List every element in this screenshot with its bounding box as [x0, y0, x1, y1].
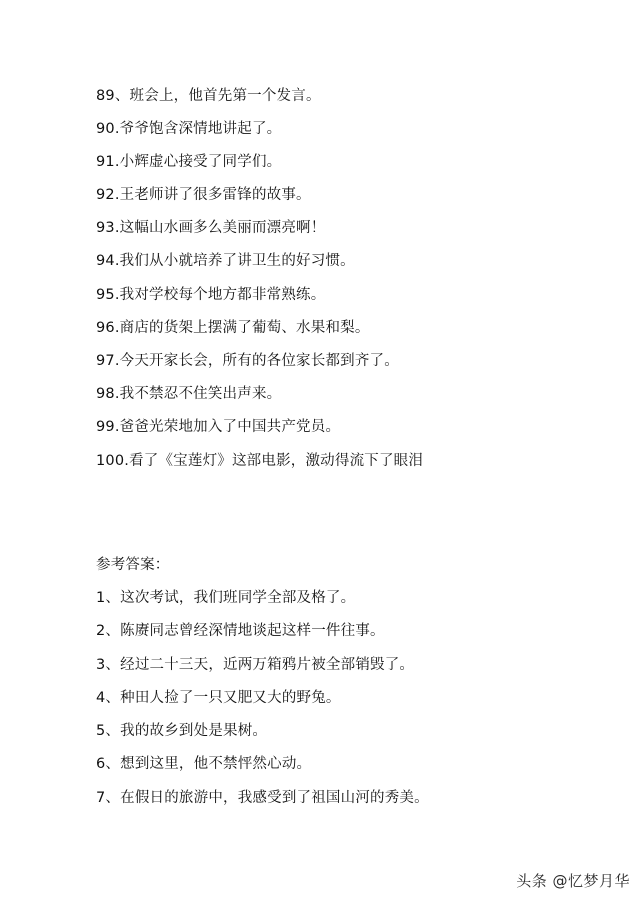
- sentence-99: 99.爸爸光荣地加入了中国共产党员。: [96, 419, 341, 435]
- sentence-100: 100.看了《宝莲灯》这部电影，激动得流下了眼泪: [96, 453, 424, 469]
- sentence-95: 95.我对学校每个地方都非常熟练。: [96, 287, 326, 303]
- sentence-89: 89、班会上，他首先第一个发言。: [96, 88, 321, 104]
- sentence-97: 97.今天开家长会，所有的各位家长都到齐了。: [96, 353, 399, 369]
- sentence-90: 90.爷爷饱含深情地讲起了。: [96, 121, 282, 137]
- answer-3: 3、经过二十三天，近两万箱鸦片被全部销毁了。: [96, 657, 415, 673]
- sentence-94: 94.我们从小就培养了讲卫生的好习惯。: [96, 253, 355, 269]
- sentence-98: 98.我不禁忍不住笑出声来。: [96, 386, 282, 402]
- answer-4: 4、种田人捡了一只又肥又大的野兔。: [96, 690, 341, 706]
- sentence-96: 96.商店的货架上摆满了葡萄、水果和梨。: [96, 320, 370, 336]
- sentence-91: 91.小辉虚心接受了同学们。: [96, 154, 282, 170]
- sentence-93: 93.这幅山水画多么美丽而漂亮啊！: [96, 220, 326, 236]
- answers-heading: 参考答案：: [96, 557, 170, 573]
- answer-7: 7、在假日的旅游中，我感受到了祖国山河的秀美。: [96, 790, 429, 806]
- answer-6: 6、想到这里，他不禁怦然心动。: [96, 756, 312, 772]
- watermark: 头条 @忆梦月华: [516, 872, 630, 890]
- answer-5: 5、我的故乡到处是果树。: [96, 723, 268, 739]
- answer-1: 1、这次考试，我们班同学全部及格了。: [96, 590, 356, 606]
- answer-2: 2、陈赓同志曾经深情地谈起这样一件往事。: [96, 623, 385, 639]
- sentence-92: 92.王老师讲了很多雷锋的故事。: [96, 187, 311, 203]
